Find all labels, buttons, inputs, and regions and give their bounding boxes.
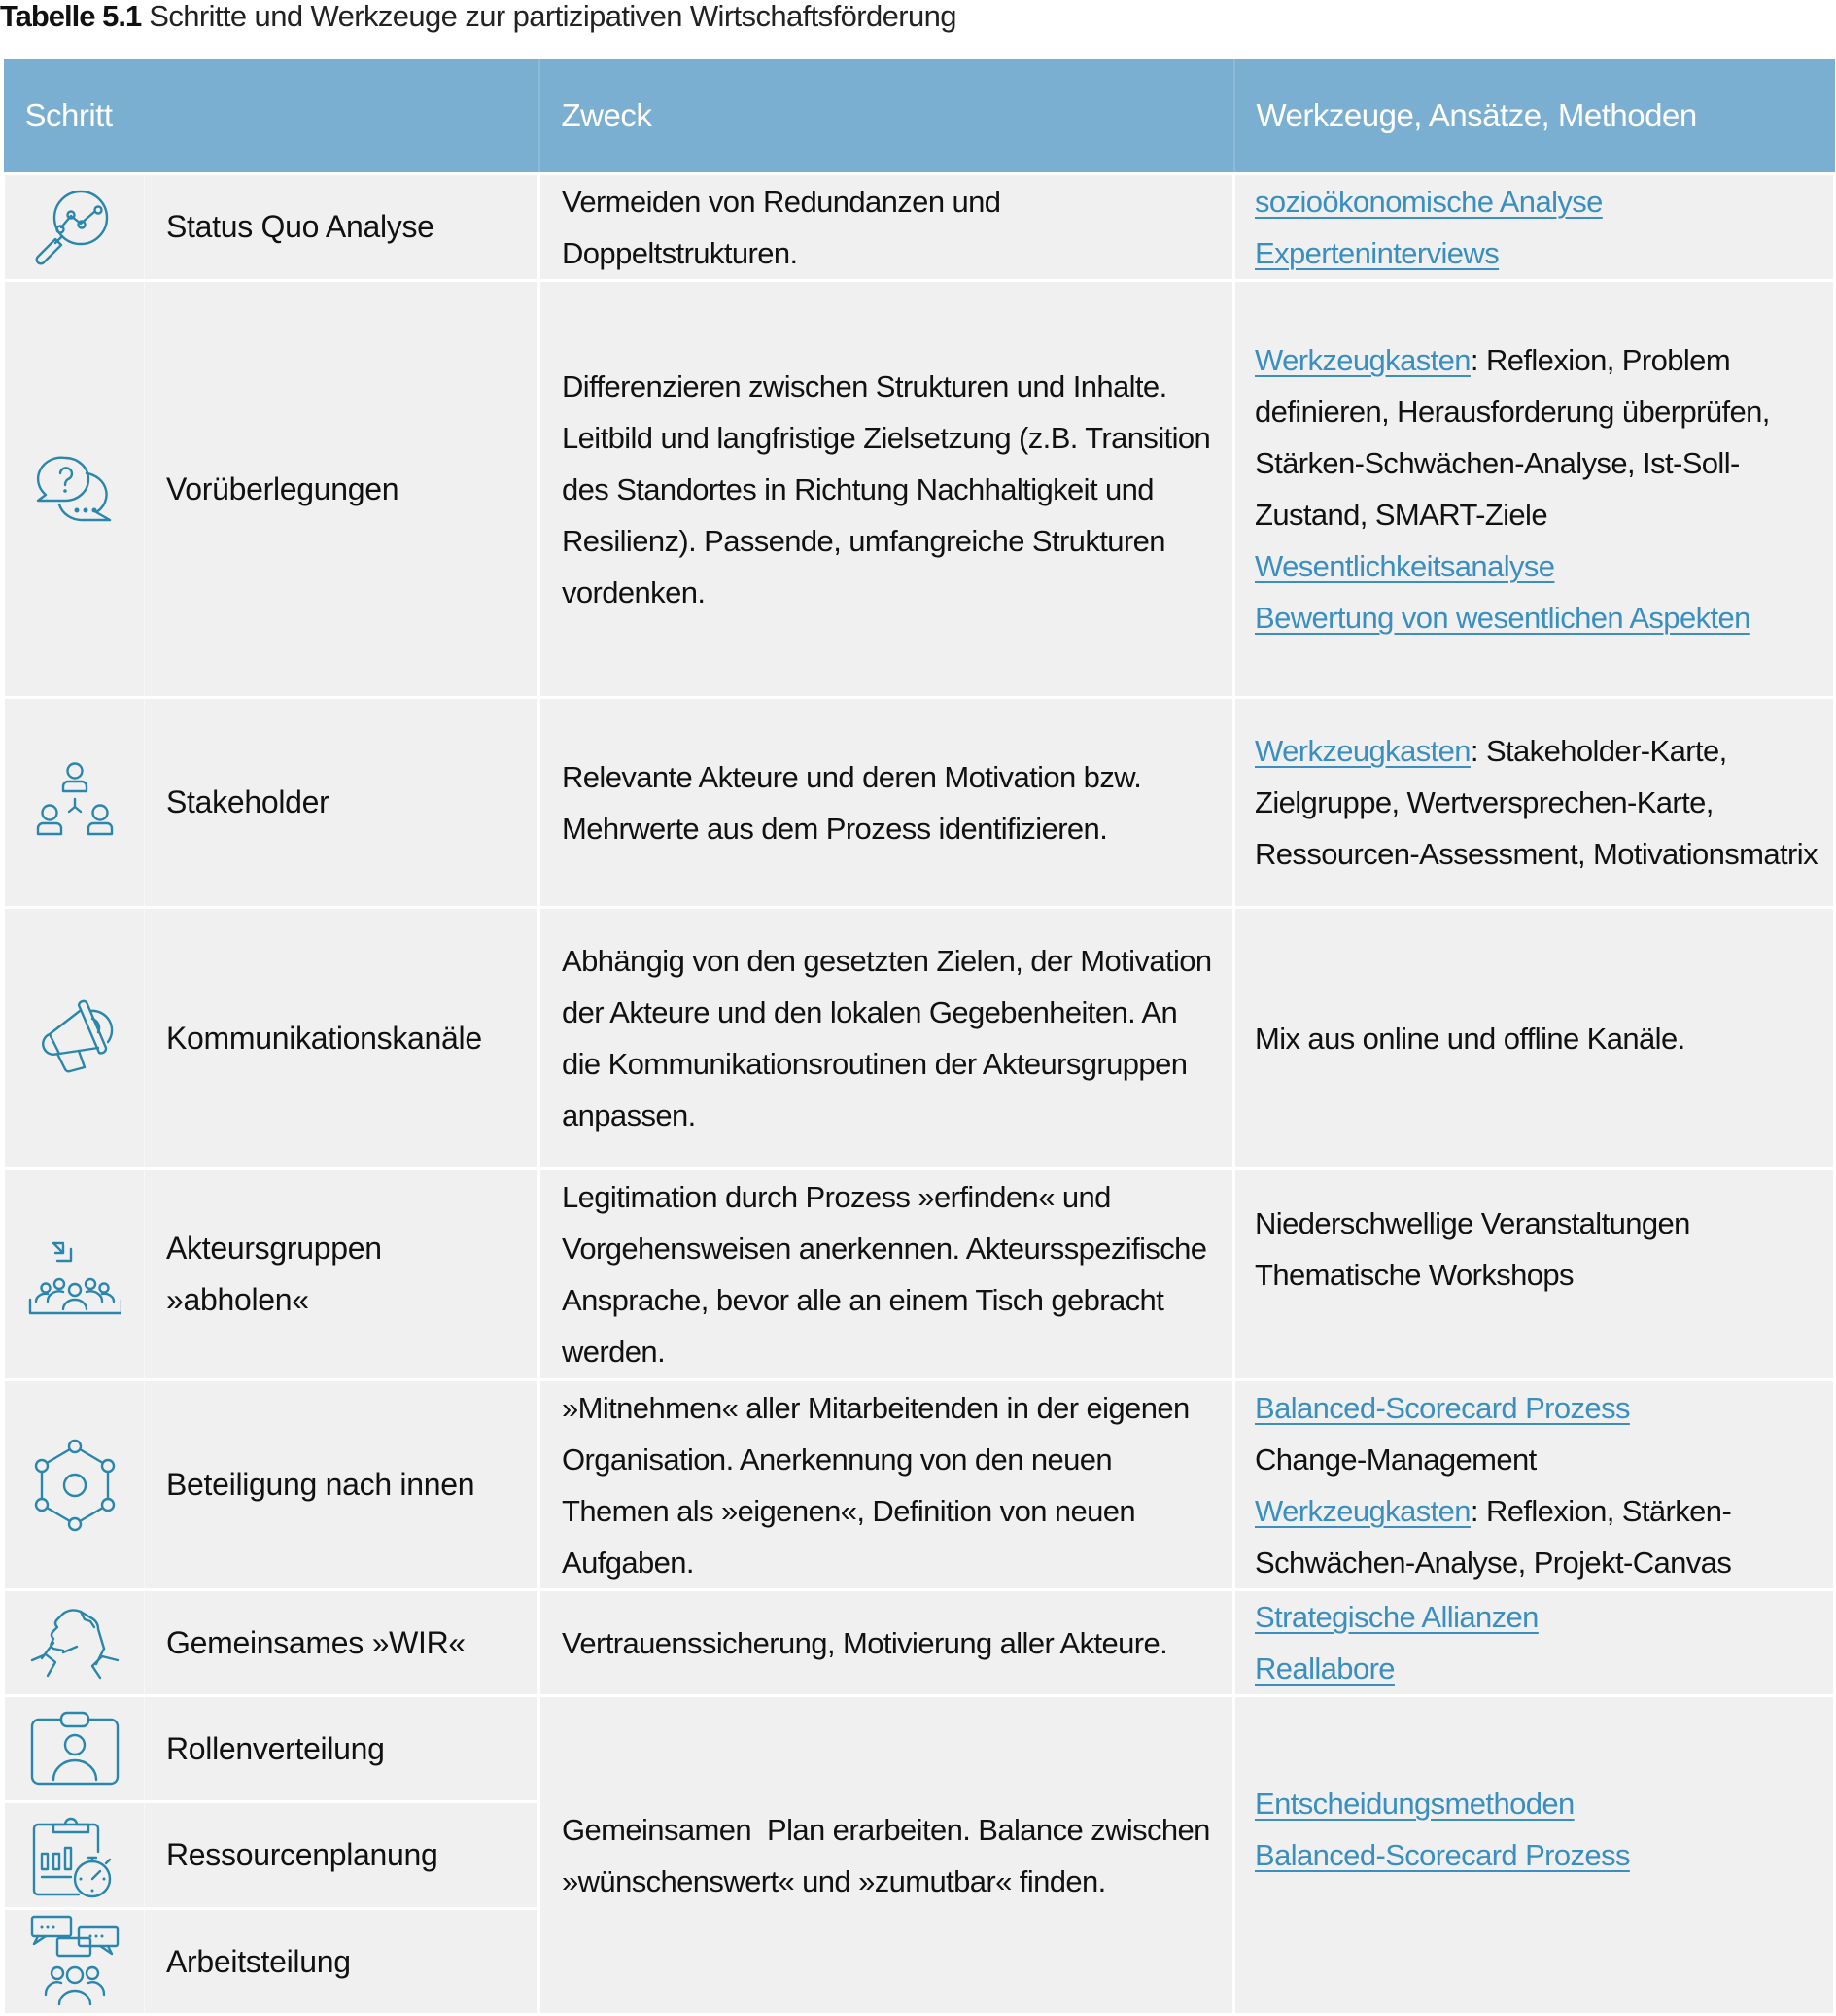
step-label: Kommunikationskanäle bbox=[145, 908, 539, 1169]
werkzeuge-item bbox=[1255, 334, 1823, 540]
handshake-icon bbox=[28, 1604, 121, 1682]
spacer bbox=[1255, 1301, 1823, 1352]
table-row bbox=[4, 1169, 1835, 1380]
step-label: Rollenverteilung bbox=[145, 1696, 539, 1802]
zweck-cell: Abhängig von den gesetzten Zielen, der Motivation der Akteure und den lokalen Gegebenheiten. An die Kommunikationsroutinen der Akteursgruppen anpassen. bbox=[539, 908, 1234, 1169]
werkzeuge-text: : Reflexion, Stärken-Schwächen-Analyse, Projekt-Canvas bbox=[1255, 1493, 1732, 1580]
chat-group-icon bbox=[28, 1913, 121, 2010]
table-header-row bbox=[4, 59, 1835, 174]
header-schritt: Schritt bbox=[4, 59, 539, 174]
icon-cell bbox=[4, 174, 145, 281]
icon-cell bbox=[4, 1380, 145, 1590]
link-experteninterviews[interactable]: Experteninterviews bbox=[1255, 235, 1500, 270]
stakeholder-network-icon bbox=[28, 756, 121, 850]
megaphone-icon bbox=[28, 991, 121, 1085]
link-bewertung-aspekte[interactable]: Bewertung von wesentlichen Aspekten bbox=[1255, 601, 1750, 635]
step-label: Akteursgruppen »abholen« bbox=[145, 1169, 539, 1380]
header-zweck: Zweck bbox=[539, 59, 1234, 174]
zweck-text: Gemeinsamen Plan erarbeiten. Balance zwischen »wünschenswert« und »zumutbar« finden. bbox=[562, 1812, 1218, 1898]
werkzeuge-item bbox=[1255, 1485, 1823, 1588]
table-row bbox=[4, 1380, 1835, 1590]
link-reallabore[interactable]: Reallabore bbox=[1255, 1651, 1395, 1686]
clipboard-stopwatch-icon bbox=[28, 1809, 121, 1902]
icon-cell bbox=[4, 1802, 145, 1909]
table-caption bbox=[0, 0, 956, 39]
zweck-cell: Vermeiden von Redundanzen und Doppeltstrukturen. bbox=[539, 174, 1234, 281]
spacer bbox=[1255, 1881, 1823, 1932]
icon-cell bbox=[4, 1169, 145, 1380]
step-label: Beteiligung nach innen bbox=[145, 1380, 539, 1590]
werkzeuge-cell bbox=[1234, 1380, 1835, 1590]
steps-table bbox=[2, 59, 1836, 2016]
icon-cell bbox=[4, 1696, 145, 1802]
werkzeuge-cell bbox=[1234, 698, 1835, 908]
step-label: Vorüberlegungen bbox=[145, 281, 539, 698]
table-row bbox=[4, 1590, 1835, 1696]
zweck-cell-merged bbox=[539, 1696, 1234, 2015]
step-label: Gemeinsames »WIR« bbox=[145, 1590, 539, 1696]
link-werkzeugkasten[interactable]: Werkzeugkasten bbox=[1255, 1493, 1471, 1528]
hexagon-network-icon bbox=[28, 1437, 121, 1534]
zweck-cell: Legitimation durch Prozess »erfinden« und Vorgehensweisen anerkennen. Akteursspezifische Ansprache, bevor alle an einem Tisch gebracht werden. bbox=[539, 1169, 1234, 1380]
link-entscheidungsmethoden[interactable]: Entscheidungsmethoden bbox=[1255, 1787, 1575, 1821]
link-werkzeugkasten[interactable]: Werkzeugkasten bbox=[1255, 343, 1471, 377]
werkzeuge-cell-merged bbox=[1234, 1696, 1835, 2015]
table-row bbox=[4, 1696, 1835, 1802]
werkzeuge-text: : Reflexion, Problem definieren, Herausforderung überprüfen, Stärken-Schwächen-Analyse, Ist-Soll-Zustand, SMART-Ziele bbox=[1255, 343, 1770, 532]
werkzeuge-cell bbox=[1234, 1169, 1835, 1380]
step-label: Ressourcenplanung bbox=[145, 1802, 539, 1909]
link-strategische-allianzen[interactable]: Strategische Allianzen bbox=[1255, 1600, 1539, 1634]
werkzeuge-text: Mix aus online und offline Kanäle. bbox=[1255, 1021, 1685, 1056]
question-speech-bubbles-icon bbox=[28, 442, 121, 536]
step-label: Status Quo Analyse bbox=[145, 174, 539, 281]
werkzeuge-cell bbox=[1234, 908, 1835, 1169]
link-sozio-analyse[interactable]: sozioökonomische Analyse bbox=[1255, 184, 1603, 219]
table-title: Schritte und Werkzeuge zur partizipativen Wirtschaftsförderung bbox=[149, 0, 956, 33]
magnifier-chart-icon bbox=[28, 185, 121, 270]
table-number: Tabelle 5.1 bbox=[0, 0, 142, 33]
zweck-cell: Vertrauenssicherung, Motivierung aller Akteure. bbox=[539, 1590, 1234, 1696]
werkzeuge-item bbox=[1255, 725, 1823, 880]
icon-cell bbox=[4, 1909, 145, 2015]
zweck-cell: Relevante Akteure und deren Motivation bzw. Mehrwerte aus dem Prozess identifizieren. bbox=[539, 698, 1234, 908]
link-balanced-scorecard[interactable]: Balanced-Scorecard Prozess bbox=[1255, 1838, 1630, 1872]
icon-cell bbox=[4, 1590, 145, 1696]
werkzeuge-text: Thematische Workshops bbox=[1255, 1257, 1574, 1292]
link-balanced-scorecard[interactable]: Balanced-Scorecard Prozess bbox=[1255, 1390, 1630, 1425]
header-werkzeuge: Werkzeuge, Ansätze, Methoden bbox=[1234, 59, 1835, 174]
group-arrow-icon bbox=[28, 1228, 121, 1321]
link-werkzeugkasten[interactable]: Werkzeugkasten bbox=[1255, 734, 1471, 768]
table-row bbox=[4, 908, 1835, 1169]
table-row bbox=[4, 281, 1835, 698]
icon-cell bbox=[4, 281, 145, 698]
werkzeuge-cell bbox=[1234, 281, 1835, 698]
icon-cell bbox=[4, 908, 145, 1169]
link-wesentlichkeitsanalyse[interactable]: Wesentlichkeitsanalyse bbox=[1255, 549, 1555, 583]
step-label: Stakeholder bbox=[145, 698, 539, 908]
id-badge-icon bbox=[28, 1710, 121, 1788]
werkzeuge-cell bbox=[1234, 174, 1835, 281]
werkzeuge-text: Niederschwellige Veranstaltungen bbox=[1255, 1205, 1690, 1240]
table-row bbox=[4, 174, 1835, 281]
step-label: Arbeitsteilung bbox=[145, 1909, 539, 2015]
zweck-cell: »Mitnehmen« aller Mitarbeitenden in der eigenen Organisation. Anerkennung von den neuen Themen als »eigenen«, Definition von neuen Aufgaben. bbox=[539, 1380, 1234, 1590]
werkzeuge-text: Change-Management bbox=[1255, 1442, 1537, 1477]
zweck-cell: Differenzieren zwischen Strukturen und Inhalte. Leitbild und langfristige Zielsetzung (z.B. Transition des Standortes in Richtung Nachhaltigkeit und Resilienz). Passende, umfangreiche Strukturen vordenken. bbox=[539, 281, 1234, 698]
icon-cell bbox=[4, 698, 145, 908]
werkzeuge-cell bbox=[1234, 1590, 1835, 1696]
werkzeuge-text: : Stakeholder-Karte, Zielgruppe, Wertversprechen-Karte, Ressourcen-Assessment, Motivationsmatrix bbox=[1255, 734, 1818, 871]
table-row bbox=[4, 698, 1835, 908]
